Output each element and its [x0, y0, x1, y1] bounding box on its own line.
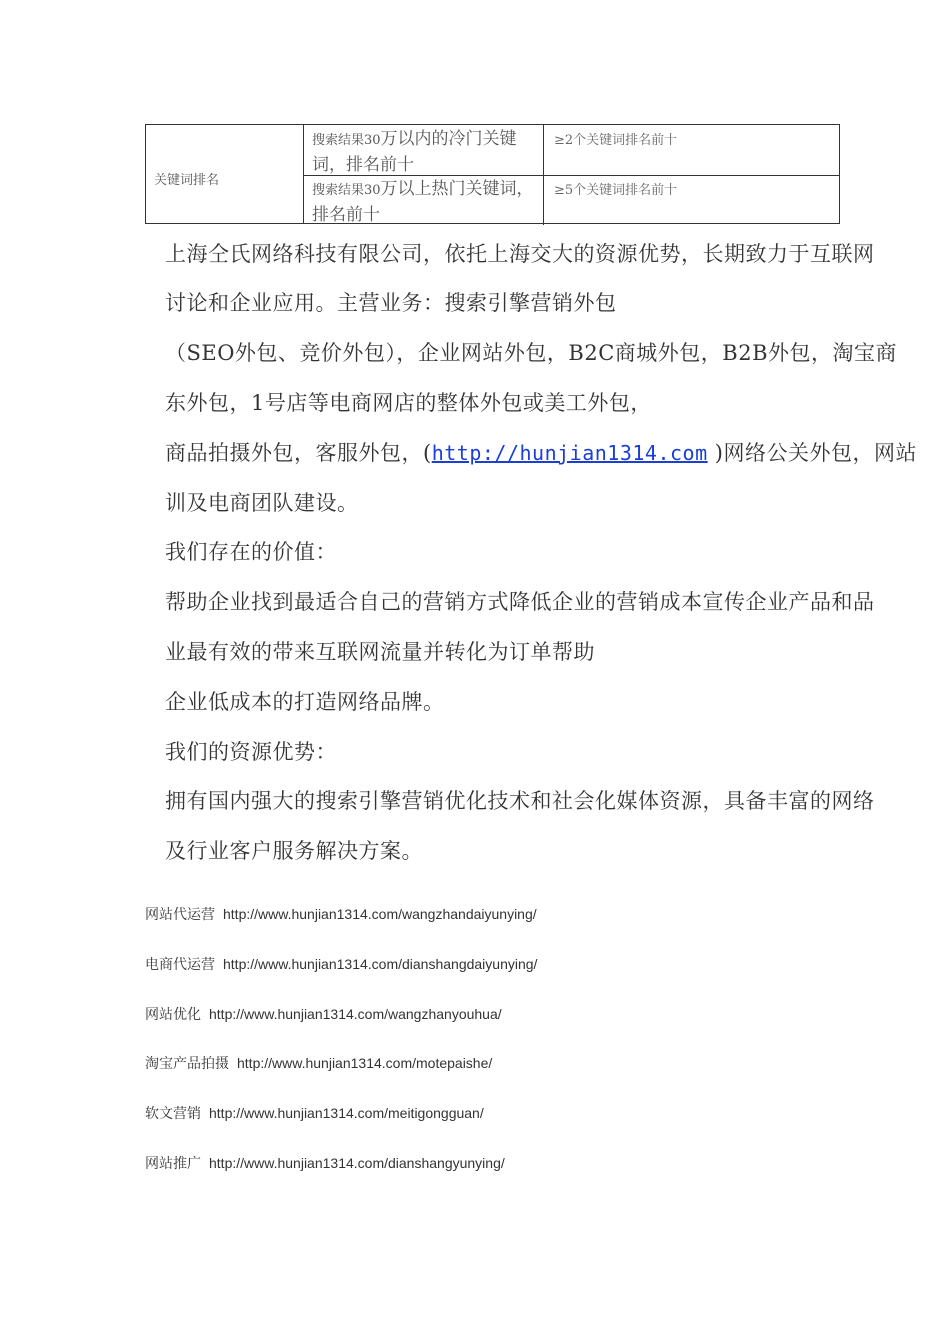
paragraph-line: 训及电商团队建设。 [165, 491, 359, 515]
text-segment: 商品拍摄外包，客服外包，( [165, 441, 432, 465]
condition-cell [304, 175, 544, 225]
table-row [304, 125, 839, 176]
link-list-item [145, 1153, 505, 1174]
paragraph-line: 业最有效的带来互联网流量并转化为订单帮助 [165, 640, 595, 664]
link-url[interactable]: http://www.hunjian1314.com/motepaishe/ [237, 1055, 493, 1071]
link-list-item [145, 1053, 492, 1074]
paragraph-line [165, 439, 917, 467]
section-heading: 我们的资源优势： [165, 740, 337, 764]
condition-text: 万以上热门关键词，排名前十 [312, 179, 534, 225]
paragraph-line: 拥有国内强大的搜索引擎营销优化技术和社会化媒体资源，具备丰富的网络 [165, 789, 875, 813]
target-cell: ≥2个关键词排名前十 [554, 133, 678, 148]
paragraph-line: 帮助企业找到最适合自己的营销方式降低企业的营销成本宣传企业产品和品 [165, 590, 875, 614]
text-segment: )网络公关外包，网站 [707, 441, 917, 465]
link-list-item [145, 904, 537, 925]
link-list-item [145, 954, 537, 975]
link-label: 网站代运营 [145, 907, 215, 923]
link-url[interactable]: http://www.hunjian1314.com/wangzhanyouhua/ [209, 1006, 502, 1022]
link-label: 软文营销 [145, 1106, 201, 1122]
condition-text: 万以内的冷门关键词，排名前十 [312, 129, 517, 175]
company-link[interactable]: http://hunjian1314.com [431, 441, 708, 465]
link-url[interactable]: http://www.hunjian1314.com/wangzhandaiyunying/ [223, 906, 537, 922]
link-list-item [145, 1004, 502, 1025]
link-url[interactable]: http://www.hunjian1314.com/dianshangdaiyunying/ [223, 956, 538, 972]
paragraph-line: 企业低成本的打造网络品牌。 [165, 690, 445, 714]
condition-cell [304, 125, 544, 175]
table-label-cell [146, 125, 304, 223]
link-url[interactable]: http://www.hunjian1314.com/meitigongguan/ [209, 1105, 484, 1121]
table-row [304, 175, 839, 225]
paragraph-line: 讨论和企业应用。主营业务：搜索引擎营销外包 [165, 291, 617, 315]
paragraph-line: 及行业客户服务解决方案。 [165, 839, 423, 863]
link-label: 淘宝产品拍摄 [145, 1056, 229, 1072]
condition-prefix: 搜索结果30 [312, 133, 381, 148]
paragraph-line: （SEO外包、竞价外包），企业网站外包，B2C商城外包，B2B外包，淘宝商 [165, 341, 898, 365]
keyword-ranking-table [145, 124, 840, 224]
paragraph-line: 东外包，1号店等电商网店的整体外包或美工外包， [165, 391, 652, 415]
link-label: 网站优化 [145, 1007, 201, 1023]
table-label: 关键词排名 [154, 173, 220, 188]
section-heading: 我们存在的价值： [165, 540, 337, 564]
paragraph-line: 上海仝氏网络科技有限公司，依托上海交大的资源优势，长期致力于互联网 [165, 242, 875, 266]
link-label: 网站推广 [145, 1156, 201, 1172]
condition-prefix: 搜索结果30 [312, 183, 381, 198]
link-list-item [145, 1103, 484, 1124]
target-cell: ≥5个关键词排名前十 [554, 183, 678, 198]
link-label: 电商代运营 [145, 957, 215, 973]
link-url[interactable]: http://www.hunjian1314.com/dianshangyunying/ [209, 1155, 505, 1171]
